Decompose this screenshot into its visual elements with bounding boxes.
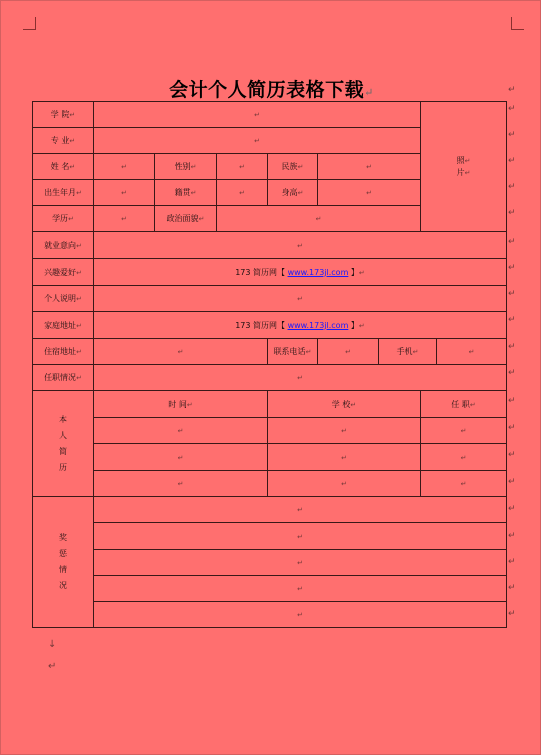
margin-mark: ↵ xyxy=(508,208,516,218)
awards-line[interactable]: ↵ xyxy=(94,550,507,576)
resume-role-cell[interactable]: ↵ xyxy=(421,444,507,471)
end-paragraph-mark: ↵ xyxy=(48,661,57,672)
form-row-self-description xyxy=(33,286,507,312)
awards-line[interactable]: ↵ xyxy=(94,497,507,523)
form-row-hobbies xyxy=(33,259,507,286)
margin-mark: ↵ xyxy=(508,130,516,140)
awards-row xyxy=(33,497,507,523)
resume-time-cell[interactable]: ↵ xyxy=(94,471,268,497)
ethnicity-value[interactable]: ↵ xyxy=(318,154,421,180)
phone-value[interactable]: ↵ xyxy=(318,339,379,365)
hobbies-label: 兴趣爱好↵ xyxy=(33,259,94,286)
awards-row xyxy=(33,523,507,550)
education-label: 学历↵ xyxy=(33,206,94,232)
margin-mark: ↵ xyxy=(508,396,516,406)
margin-mark: ↵ xyxy=(508,342,516,352)
awards-row xyxy=(33,550,507,576)
resume-col-time: 时 间↵ xyxy=(94,391,268,418)
margin-mark: ↵ xyxy=(508,263,516,273)
positions-label: 任职情况↵ xyxy=(33,365,94,391)
mobile-label: 手机↵ xyxy=(379,339,437,365)
margin-mark: ↵ xyxy=(508,315,516,325)
name-value[interactable]: ↵ xyxy=(94,154,155,180)
address-link[interactable]: www.173jl.com xyxy=(287,320,349,330)
margin-mark: ↵ xyxy=(508,531,516,541)
resume-time-cell[interactable]: ↵ xyxy=(94,418,268,444)
form-row-contact xyxy=(33,339,507,365)
school-value[interactable]: ↵ xyxy=(94,102,421,128)
photo-label: 照↵ 片↵ xyxy=(456,155,471,177)
form-row-school xyxy=(33,102,507,128)
resume-role-cell[interactable]: ↵ xyxy=(421,418,507,444)
margin-mark: ↵ xyxy=(508,609,516,619)
resume-role-cell[interactable]: ↵ xyxy=(421,471,507,497)
margin-mark: ↵ xyxy=(508,583,516,593)
resume-label: 本 人 简 历 xyxy=(33,391,94,497)
birthdate-label: 出生年月↵ xyxy=(33,180,94,206)
resume-row xyxy=(33,444,507,471)
ethnicity-label: 民族↵ xyxy=(268,154,318,180)
margin-mark: ↵ xyxy=(508,85,516,95)
resume-col-school: 学 校↵ xyxy=(268,391,421,418)
title-paragraph-mark: ↵ xyxy=(364,86,374,99)
name-label: 姓 名↵ xyxy=(33,154,94,180)
hometown-value[interactable]: ↵ xyxy=(217,180,268,206)
positions-value[interactable]: ↵ xyxy=(94,365,507,391)
margin-mark: ↵ xyxy=(508,368,516,378)
margin-mark: ↵ xyxy=(508,557,516,567)
self-description-label: 个人说明↵ xyxy=(33,286,94,312)
mobile-value[interactable]: ↵ xyxy=(437,339,507,365)
awards-line[interactable]: ↵ xyxy=(94,602,507,628)
career-intent-value[interactable]: ↵ xyxy=(94,232,507,259)
awards-row xyxy=(33,576,507,602)
home-address-label: 家庭地址↵ xyxy=(33,312,94,339)
resume-time-cell[interactable]: ↵ xyxy=(94,444,268,471)
photo-cell[interactable] xyxy=(421,102,507,232)
crop-mark-top-left xyxy=(23,17,36,30)
resume-row xyxy=(33,418,507,444)
margin-mark: ↵ xyxy=(508,182,516,192)
awards-line[interactable]: ↵ xyxy=(94,523,507,550)
margin-mark: ↵ xyxy=(508,477,516,487)
home-address-value[interactable]: 173 简历网【 www.173jl.com 】↵ xyxy=(94,312,507,339)
current-address-label: 住宿地址↵ xyxy=(33,339,94,365)
career-intent-label: 就业意向↵ xyxy=(33,232,94,259)
document-title xyxy=(1,75,541,102)
school-label: 学 院↵ xyxy=(33,102,94,128)
resume-header-row xyxy=(33,391,507,418)
form-row-home-address xyxy=(33,312,507,339)
resume-school-cell[interactable]: ↵ xyxy=(268,444,421,471)
margin-mark: ↵ xyxy=(508,104,516,114)
major-label: 专 业↵ xyxy=(33,128,94,154)
hobbies-link[interactable]: www.173jl.com xyxy=(287,267,349,277)
major-value[interactable]: ↵ xyxy=(94,128,421,154)
end-arrow-mark: ↓ xyxy=(48,639,57,650)
current-address-value[interactable]: ↵ xyxy=(94,339,268,365)
margin-mark: ↵ xyxy=(508,450,516,460)
margin-mark: ↵ xyxy=(508,156,516,166)
awards-line[interactable]: ↵ xyxy=(94,576,507,602)
hobbies-value[interactable]: 173 简历网【 www.173jl.com 】↵ xyxy=(94,259,507,286)
awards-row xyxy=(33,602,507,628)
margin-mark: ↵ xyxy=(508,289,516,299)
resume-form-table xyxy=(32,101,507,628)
awards-label: 奖 惩 情 况 xyxy=(33,497,94,628)
margin-mark: ↵ xyxy=(508,237,516,247)
gender-value[interactable]: ↵ xyxy=(217,154,268,180)
height-label: 身高↵ xyxy=(268,180,318,206)
resume-school-cell[interactable]: ↵ xyxy=(268,418,421,444)
phone-label: 联系电话↵ xyxy=(268,339,318,365)
margin-mark: ↵ xyxy=(508,423,516,433)
form-row-career xyxy=(33,232,507,259)
gender-label: 性别↵ xyxy=(155,154,217,180)
political-status-label: 政治面貌↵ xyxy=(155,206,217,232)
height-value[interactable]: ↵ xyxy=(318,180,421,206)
education-value[interactable]: ↵ xyxy=(94,206,155,232)
resume-school-cell[interactable]: ↵ xyxy=(268,471,421,497)
margin-mark: ↵ xyxy=(508,504,516,514)
hometown-label: 籍贯↵ xyxy=(155,180,217,206)
crop-mark-top-right xyxy=(511,17,524,30)
resume-row xyxy=(33,471,507,497)
resume-col-role: 任 职↵ xyxy=(421,391,507,418)
birthdate-value[interactable]: ↵ xyxy=(94,180,155,206)
self-description-value[interactable]: ↵ xyxy=(94,286,507,312)
title-text: 会计个人简历表格下载 xyxy=(169,79,365,101)
political-status-value[interactable]: ↵ xyxy=(217,206,421,232)
form-row-positions xyxy=(33,365,507,391)
